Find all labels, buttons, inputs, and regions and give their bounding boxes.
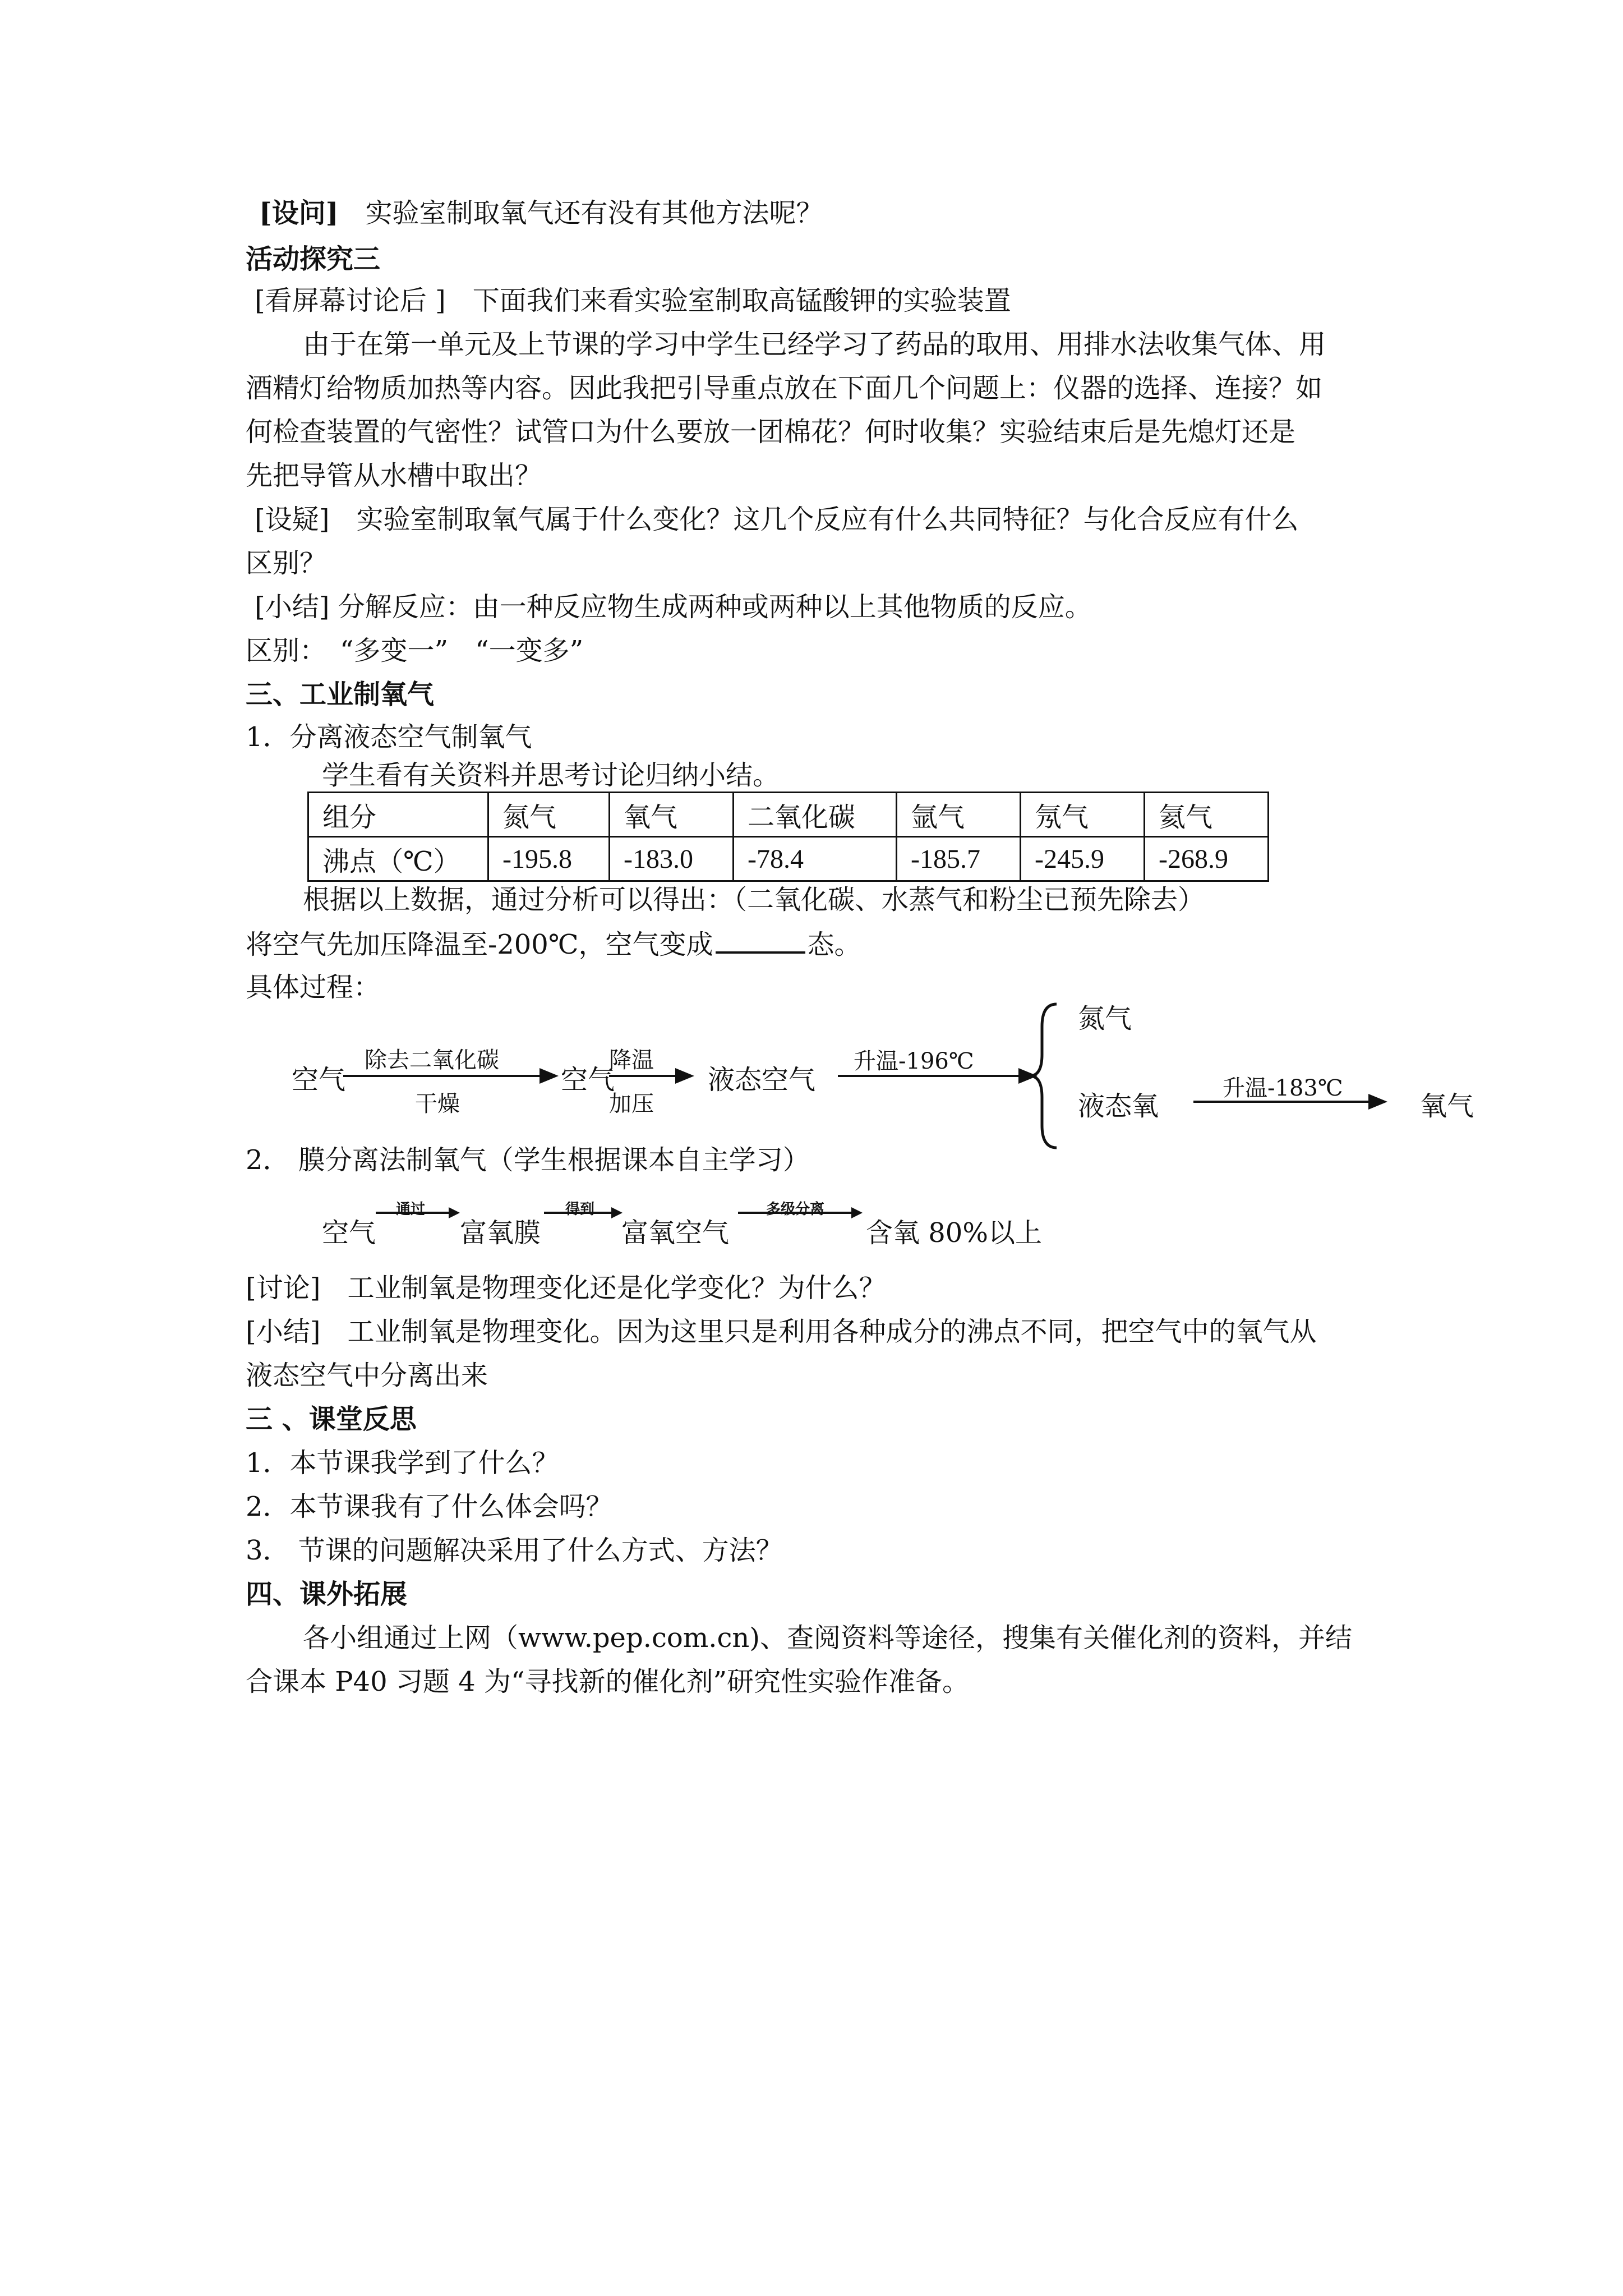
summary-line: [小结] 分解反应：由一种反应物生成两种或两种以上其他物质的反应。 bbox=[255, 591, 1092, 623]
doubt-line: 区别？ bbox=[246, 547, 327, 579]
flow-node-air: 空气 bbox=[292, 1064, 346, 1096]
difference-line: 区别： “多变一” “一变多” bbox=[246, 635, 584, 666]
table-cell: 组分 bbox=[308, 793, 488, 837]
flow-step-label: 得到 bbox=[565, 1201, 595, 1218]
table-cell: -183.0 bbox=[610, 837, 734, 881]
table-cell: -195.8 bbox=[488, 837, 610, 881]
table-cell: -245.9 bbox=[1021, 837, 1145, 881]
table-cell: 氖气 bbox=[1021, 793, 1145, 837]
watch-line: [看屏幕讨论后 ] 下面我们来看实验室制取高锰酸钾的实验装置 bbox=[255, 285, 1011, 316]
paragraph-line: 先把导管从水槽中取出？ bbox=[246, 460, 542, 491]
flow-node-oxygen: 氧气 bbox=[1420, 1091, 1474, 1122]
arrow bbox=[376, 1207, 460, 1218]
flow-node-rich-air: 富氧空气 bbox=[621, 1217, 730, 1249]
arrow bbox=[1193, 1094, 1387, 1110]
flow-step-label: 加压 bbox=[609, 1091, 654, 1117]
arrow bbox=[609, 1068, 694, 1084]
discussion-line: [讨论] 工业制氧是物理变化还是化学变化？为什么？ bbox=[246, 1272, 886, 1304]
table-cell: 氧气 bbox=[610, 793, 734, 837]
flow-step-label: 降温 bbox=[609, 1047, 654, 1073]
section-heading: 三 、课堂反思 bbox=[246, 1404, 417, 1435]
paragraph-line: 学生看有关资料并思考讨论归纳小结。 bbox=[322, 760, 780, 791]
list-item: 1．本节课我学到了什么？ bbox=[246, 1447, 559, 1479]
flow-node-nitrogen: 氮气 bbox=[1078, 1003, 1132, 1034]
flow-step-label: 干燥 bbox=[415, 1091, 460, 1117]
activity-heading: 活动探究三 bbox=[246, 243, 381, 275]
table-cell: -185.7 bbox=[897, 837, 1021, 881]
list-item: 2． 膜分离法制氧气（学生根据课本自主学习） bbox=[246, 1144, 810, 1176]
paragraph-line: 根据以上数据，通过分析可以得出：（二氧化碳、水蒸气和粉尘已预先除去） bbox=[303, 884, 1205, 915]
table-cell: -268.9 bbox=[1145, 837, 1269, 881]
list-item: 1．分离液态空气制氧气 bbox=[246, 721, 532, 753]
flow-node-air: 空气 bbox=[322, 1217, 376, 1249]
section-heading: 四、课外拓展 bbox=[246, 1579, 408, 1610]
flow-node-liquid-air: 液态空气 bbox=[708, 1064, 816, 1096]
question-line: [设问] 实验室制取氧气还有没有其他方法呢？ bbox=[259, 197, 823, 229]
paragraph-line: 何检查装置的气密性？试管口为什么要放一团棉花？何时收集？实验结束后是先熄灯还是 bbox=[246, 416, 1296, 448]
flow-node-liquid-oxygen: 液态氧 bbox=[1078, 1091, 1159, 1122]
paragraph-line: 合课本 P40 习题 4 为“寻找新的催化剂”研究性实验作准备。 bbox=[246, 1666, 970, 1697]
table-cell: 氮气 bbox=[488, 793, 610, 837]
arrow bbox=[738, 1207, 863, 1218]
table-cell: 氦气 bbox=[1145, 793, 1269, 837]
arrow bbox=[544, 1207, 623, 1218]
flow-step-label: 除去二氧化碳 bbox=[365, 1047, 499, 1073]
flow-node-result: 含氧 80%以上 bbox=[866, 1217, 1042, 1249]
branch-brace bbox=[1030, 1004, 1057, 1148]
arrow bbox=[343, 1068, 559, 1084]
arrow bbox=[838, 1068, 1038, 1084]
table-cell: 氩气 bbox=[897, 793, 1021, 837]
table-cell: 沸点（℃） bbox=[308, 837, 488, 881]
flow-step-label: 升温-183℃ bbox=[1223, 1075, 1343, 1101]
flow-step-label: 多级分离 bbox=[766, 1201, 825, 1218]
table-cell: -78.4 bbox=[734, 837, 897, 881]
fill-blank-line: 将空气先加压降温至-200℃，空气变成 态。 bbox=[246, 927, 861, 961]
summary-line: 液态空气中分离出来 bbox=[246, 1360, 488, 1391]
section-heading: 三、工业制氧气 bbox=[246, 679, 435, 710]
flow-step-label: 升温-196℃ bbox=[854, 1048, 974, 1074]
list-item: 2．本节课我有了什么体会吗？ bbox=[246, 1491, 613, 1522]
paragraph-line: 各小组通过上网（www.pep.com.cn)、查阅资料等途径，搜集有关催化剂的资料，并结 bbox=[303, 1622, 1353, 1654]
flow-node-air: 空气 bbox=[561, 1064, 615, 1096]
summary-line: [小结] 工业制氧是物理变化。因为这里只是利用各种成分的沸点不同，把空气中的氧气从 bbox=[246, 1316, 1317, 1347]
flow-node-membrane: 富氧膜 bbox=[460, 1217, 541, 1249]
list-item: 3． 节课的问题解决采用了什么方式、方法？ bbox=[246, 1535, 783, 1566]
flow-step-label: 通过 bbox=[396, 1201, 426, 1218]
paragraph-line: 由于在第一单元及上节课的学习中学生已经学习了药品的取用、用排水法收集气体、用 bbox=[303, 329, 1326, 360]
paragraph-line: 酒精灯给物质加热等内容。因此我把引导重点放在下面几个问题上：仪器的选择、连接？如 bbox=[246, 372, 1323, 404]
table-cell: 二氧化碳 bbox=[734, 793, 897, 837]
doubt-line: [设疑] 实验室制取氧气属于什么变化？这几个反应有什么共同特征？与化合反应有什么 bbox=[255, 504, 1299, 535]
process-label: 具体过程： bbox=[246, 972, 381, 1003]
